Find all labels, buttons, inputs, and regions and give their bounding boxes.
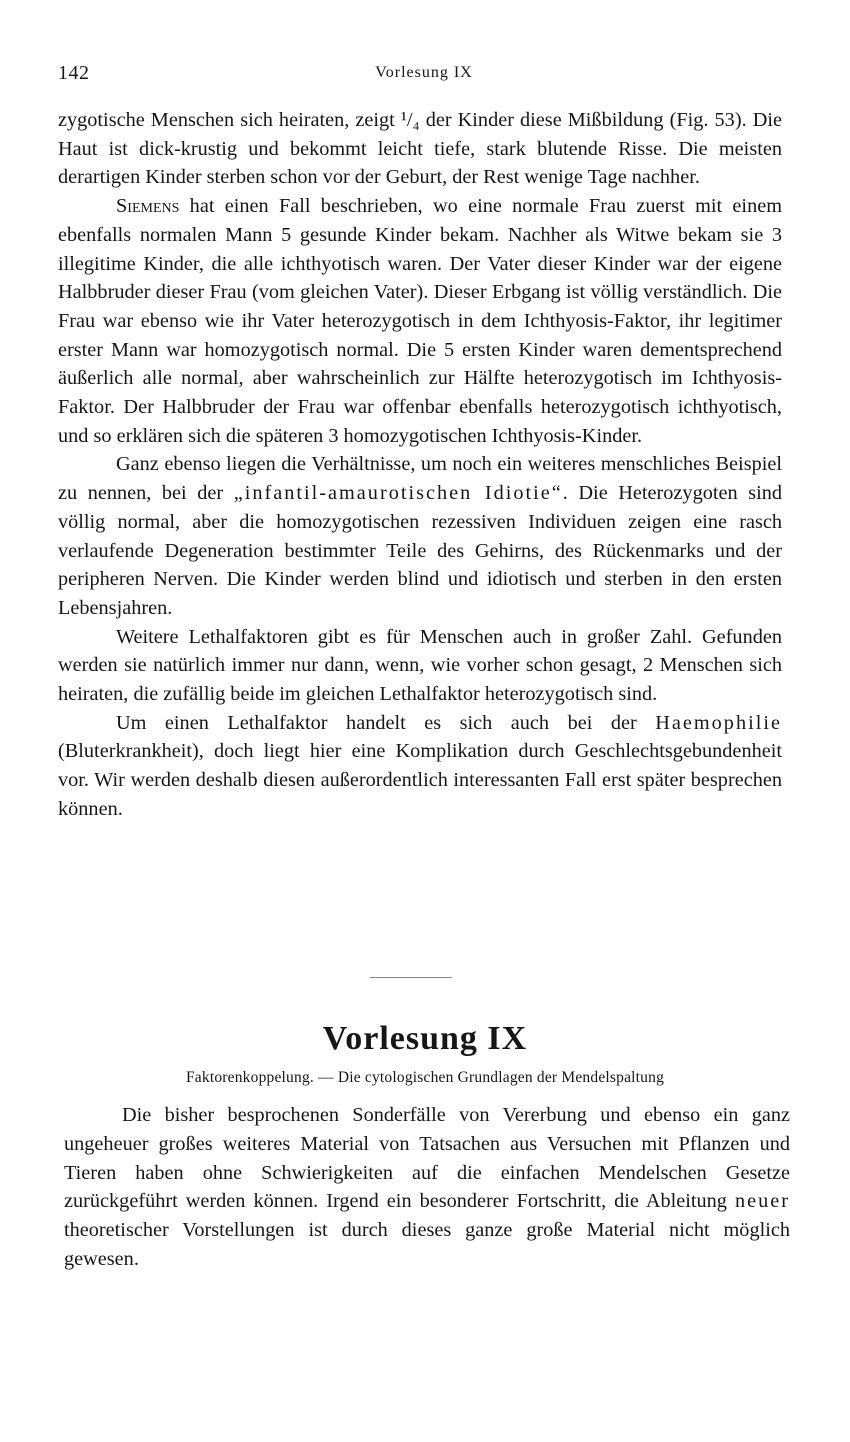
section-title: Vorlesung IX	[322, 1020, 528, 1057]
paragraph-3-start: Ganz ebenso liegen die Verhältnisse, um noch ein weiteres menschliches Beispiel zu nennen, bei der	[58, 453, 782, 505]
emphasized-term: Haemophilie	[655, 711, 782, 734]
section-paragraph-start: Die bisher besprochenen Sonderfälle von Vererbung und ebenso ein ganz ungeheuer großes weiteres Material von Tatsachen aus Versuchen mit Pflanzen und Tieren haben ohne Schwierigkeiten auf die einfachen Mendelschen Gesetze zurückgeführt werden können. Irgend ein besonderer Fortschritt, die Ableitung	[64, 1104, 790, 1213]
body-text	[58, 106, 782, 824]
section-paragraph-end: theoretischer Vorstellungen ist durch dieses ganze große Material nicht möglich gewesen.	[64, 1219, 790, 1270]
paragraph-5	[58, 709, 782, 824]
author-name: Siemens	[116, 195, 180, 218]
page-number: 142	[58, 62, 90, 84]
emphasized-term: „infantil-amaurotischen Idiotie“	[233, 482, 563, 505]
paragraph-3	[58, 450, 782, 622]
paragraph-5-start: Um einen Lethalfaktor handelt es sich auch bei der	[116, 711, 656, 734]
paragraph-5-end: (Bluterkrankheit), doch liegt hier eine Komplikation durch Geschlechtsgebundenheit vor. Wir werden deshalb diesen außerordentlich interessanten Fall erst später besprechen können.	[58, 740, 782, 820]
paragraph-4	[58, 623, 782, 709]
page-header	[58, 62, 790, 92]
paragraph-1-text: zygotische Menschen sich heiraten, zeigt ¹/₄ der Kinder diese Mißbildung (Fig. 53). Die Haut ist dick-krustig und bekommt leicht tiefe, stark blutende Risse. Die meisten derartigen Kinder sterben schon vor der Geburt, der Rest wenige Tage nachher.	[58, 109, 782, 189]
emphasized-term: neuer	[734, 1190, 790, 1213]
section-paragraph	[64, 1101, 790, 1274]
section-divider	[370, 977, 452, 978]
running-head: Vorlesung IX	[375, 64, 473, 81]
paragraph-1	[58, 106, 782, 192]
paragraph-3-end: . Die Heterozygoten sind völlig normal, aber die homozygotischen rezessiven Individuen zeigen eine rasch verlaufende Degeneration bestimmter Teile des Gehirns, des Rückenmarks und der peripheren Nerven. Die Kinder werden blind und idiotisch und sterben in den ersten Lebensjahren.	[58, 482, 782, 619]
paragraph-4-text: Weitere Lethalfaktoren gibt es für Menschen auch in großer Zahl. Gefunden werden sie natürlich immer nur dann, wenn, wie vorher schon gesagt, 2 Menschen sich heiraten, die zufällig beide im gleichen Lethalfaktor heterozygotisch sind.	[58, 625, 782, 706]
paragraph-2	[58, 192, 782, 450]
paragraph-2-text: hat einen Fall beschrieben, wo eine normale Frau zuerst mit einem ebenfalls normalen Mann 5 gesunde Kinder bekam. Nachher als Witwe bekam sie 3 illegitime Kinder, die alle ichthyotisch waren. Der Vater dieser Kinder war der eigene Halbbruder dieser Frau (vom gleichen Vater). Dieser Erbgang ist völlig verständlich. Die Frau war ebenso wie ihr Vater heterozygotisch in dem Ichthyosis-Faktor, ihr legitimer erster Mann war homozygotisch normal. Die 5 ersten Kinder waren dementsprechend äußerlich alle normal, aber wahrscheinlich zur Hälfte heterozygotisch im Ichthyosis-Faktor. Der Halbbruder der Frau war offenbar ebenfalls heterozygotisch ichthyotisch, und so erklären sich die späteren 3 homozygotischen Ichthyosis-Kinder.	[58, 195, 782, 447]
section-subtitle: Faktorenkoppelung. — Die cytologischen Grundlagen der Mendelspaltung	[185, 1069, 665, 1086]
